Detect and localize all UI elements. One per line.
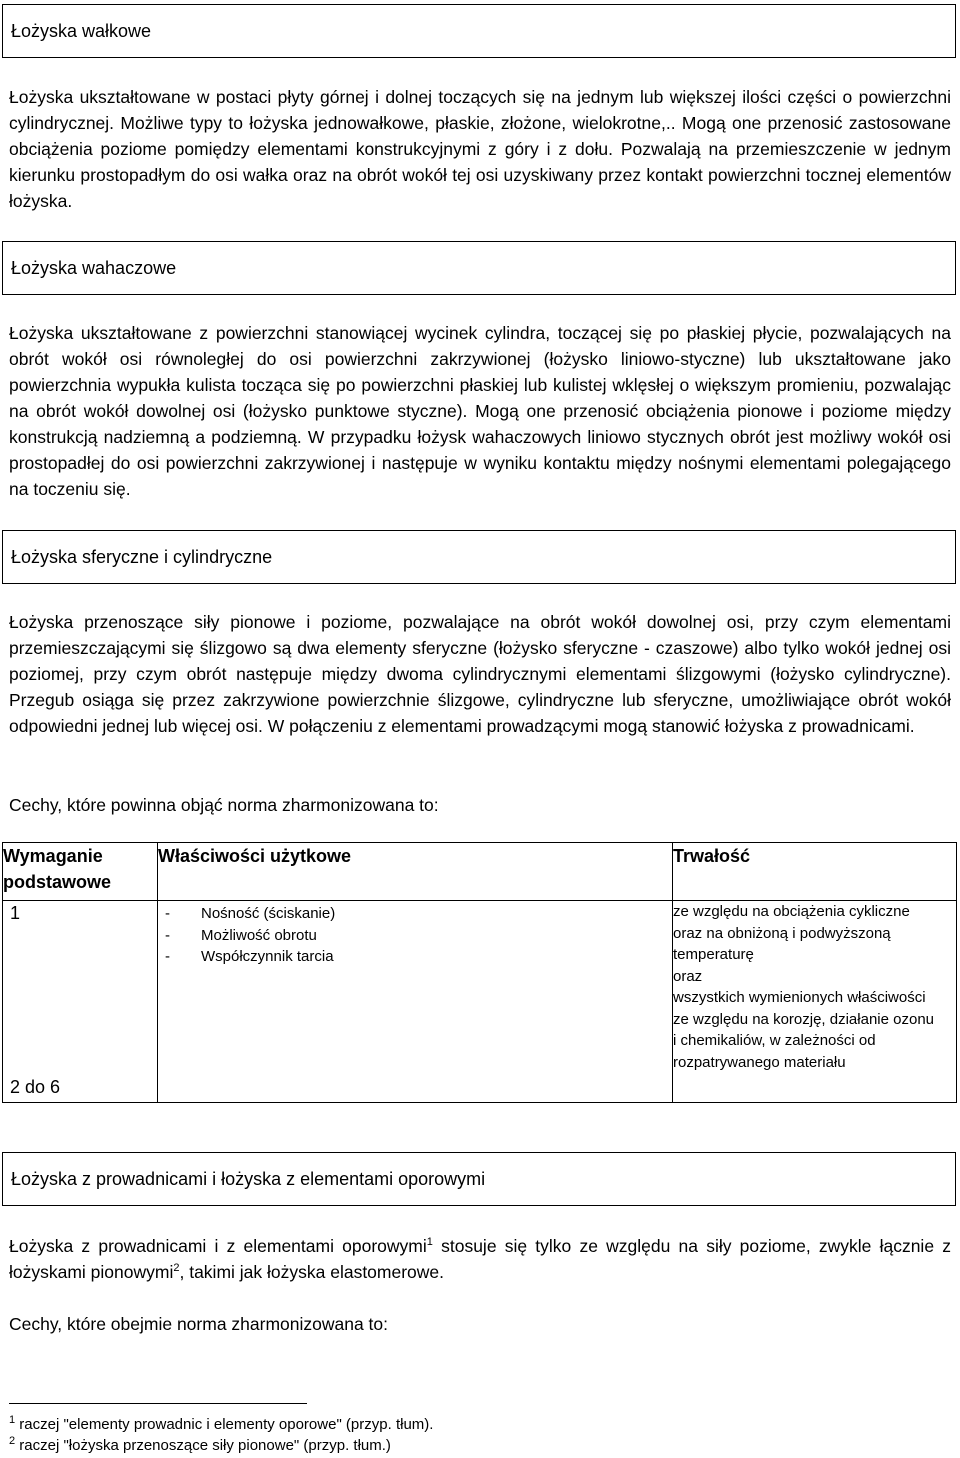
requirement-cell: [3, 901, 158, 1103]
requirements-table: [2, 842, 957, 1103]
paragraph-walkowe: Łożyska ukształtowane w postaci płyty górnej i dolnej toczących się na jednym lub większej ilości części o powierzchni cylindrycznej. Możliwe typy to łożyska jednowałkowe, płaskie, złożone, wielokrotne,.. Mogą one przenosić zastosowane obciążenia poziome pomiędzy elementami konstrukcyjnymi z góry i z dołu. Pozwalają na przemieszczenie w jednym kierunku prostopadłym do osi wałka oraz na obrót wokół tej osi uzyskiwany przez kontakt powierzchni tocznej elementów łożyska.: [9, 87, 951, 211]
durability-line: oraz na obniżoną i podwyższoną: [673, 924, 891, 942]
requirement-number: 1: [10, 903, 21, 923]
requirement-range: 2 do 6: [10, 1077, 61, 1097]
properties-cell: [158, 901, 673, 1103]
durability-line: ze względu na obciążenia cykliczne: [673, 903, 910, 920]
section-title: Łożyska sferyczne i cylindryczne: [11, 546, 273, 567]
section-heading-sferyczne: [2, 530, 956, 584]
header-requirement: Wymaganie podstawowe: [3, 843, 158, 901]
table-row: [3, 901, 957, 1103]
features-intro-2: Cechy, które obejmie norma zharmonizowana to:: [9, 1314, 389, 1334]
durability-cell: [673, 901, 957, 1103]
header-durability: Trwałość: [673, 843, 957, 901]
durability-line: rozpatrywanego materiału: [673, 1053, 846, 1071]
footnote-separator: [9, 1403, 307, 1404]
paragraph-prowadnice: Łożyska z prowadnicami i z elementami oporowymi$^1$ stosuje się tylko ze względu na siły poziome, zwykle łącznie z łożyskami pionowymi$^2$, takimi jak łożyska elastomerowe.: [9, 1236, 951, 1282]
section-title: Łożyska wahaczowe: [11, 257, 177, 278]
property-item: - Współczynnik tarcia: [165, 948, 334, 965]
section-heading-wahaczowe: [2, 241, 956, 295]
section-title: Łożyska wałkowe: [11, 20, 152, 41]
property-item: - Możliwość obrotu: [165, 926, 317, 944]
section-heading-prowadnice: [2, 1152, 956, 1206]
footnote: $^2$ raczej "łożyska przenoszące siły pionowe" (przyp. tłum.): [9, 1435, 391, 1454]
property-item: - Nośność (ściskanie): [165, 905, 336, 922]
footnote-ref: 2: [173, 1262, 180, 1275]
section-heading-walkowe: [2, 4, 956, 58]
header-properties: Właściwości użytkowe: [158, 843, 673, 901]
durability-line: oraz: [673, 967, 703, 985]
footnote-ref: 1: [426, 1236, 433, 1249]
durability-line: ze względu na korozję, działanie ozonu: [673, 1010, 934, 1028]
features-intro: Cechy, które powinna objąć norma zharmonizowana to:: [9, 795, 439, 815]
durability-line: temperaturę: [673, 946, 754, 963]
footnote: $^1$ raczej "elementy prowadnic i elementy oporowe" (przyp. tłum).: [9, 1414, 434, 1433]
durability-line: i chemikaliów, w zależności od: [673, 1032, 876, 1049]
paragraph-wahaczowe: Łożyska ukształtowane z powierzchni stanowiącej wycinek cylindra, toczącej się po płaskiej płycie, pozwalających na obrót wokół osi równoległej do osi powierzchni zakrzywionej (łożysko liniowo-styczne) lub ukształtowane jako powierzchnia wypukła kulista tocząca się po powierzchni płaskiej lub kulistej wklęsłej o większym promieniu, pozwalając na obrót wokół dowolnej osi (łożysko punktowe styczne). Mogą one przenosić obciążenia pionowe i poziome między konstrukcją nadziemną a podziemną. W przypadku łożysk wahaczowych liniowo stycznych obrót jest możliwy wokół osi prostopadłej do osi powierzchni zakrzywionej i następuje w wyniku kontaktu między nośnymi elementami polegającego na toczeniu się.: [9, 323, 951, 499]
section-title: Łożyska z prowadnicami i łożyska z elementami oporowymi: [11, 1168, 486, 1189]
durability-line: wszystkich wymienionych właściwości: [673, 989, 926, 1006]
table-header-row: [3, 843, 957, 901]
paragraph-sferyczne: Łożyska przenoszące siły pionowe i poziome, pozwalające na obrót wokół dowolnej osi, przy czym elementami przemieszczającymi się ślizgowo są dwa elementy sferyczne (łożysko sferyczne - czaszowe) albo tylko wokół jednej osi poziomej, przy czym obrót następuje między dwoma cylindrycznymi elementami ślizgowymi (łożysko cylindryczne). Przegub osiąga się przez zakrzywione powierzchnie ślizgowe, cylindryczne lub sferyczne, umożliwiające obrót wokół odpowiedni jednej lub więcej osi. W połączeniu z elementami prowadzącymi mogą stanowić łożyska z prowadnicami.: [9, 612, 951, 736]
